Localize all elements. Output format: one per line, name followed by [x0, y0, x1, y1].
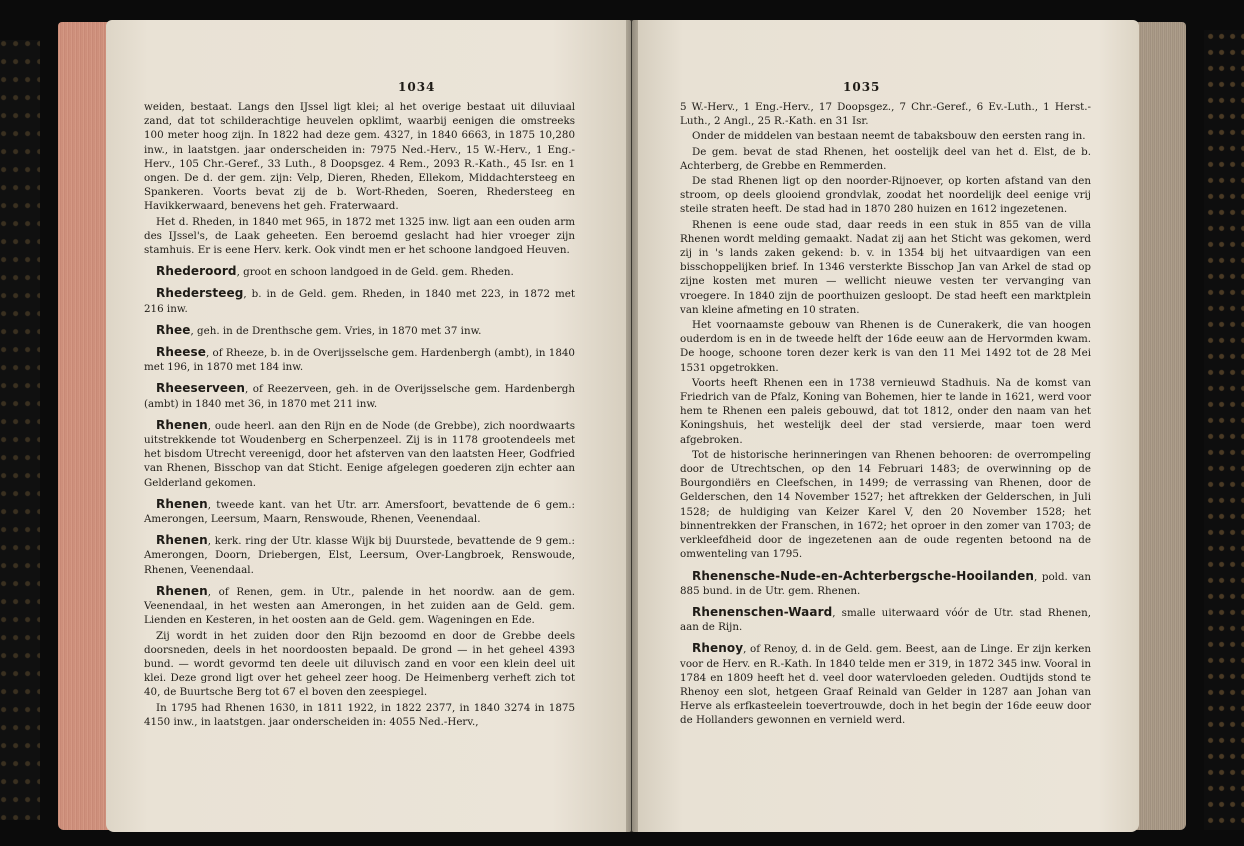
paragraph	[144, 215, 575, 258]
paragraph	[144, 100, 575, 214]
dictionary-entry	[144, 418, 575, 490]
paragraph-text: , of Rheeze, b. in de Overijsselsche gem. Hardenbergh (ambt), in 1840 met 196, in 1870 met 184 inw.	[144, 347, 575, 374]
dictionary-entry	[144, 323, 575, 338]
entry-headword: Rheeserveen	[156, 381, 246, 396]
entry-headword: Rhenoy	[692, 641, 744, 656]
paragraph	[144, 701, 575, 729]
paragraph-text: Voorts heeft Rhenen een in 1738 vernieuwd Stadhuis. Na de komst van Friedrich van de Pfalz, Koning van Bohemen, hier te lande in 1621, werd voor hem te Rhenen een paleis gebouwd, dat tot 1812, onder den naam van het Koningshuis, het westelijk deel der stad versierde, maar toen werd afgebroken.	[680, 376, 1091, 446]
paragraph-text: Het d. Rheden, in 1840 met 965, in 1872 met 1325 inw. ligt aan een ouden arm des IJssel's, de Laak geheeten. Een beroemd geslacht had hier vroeger zijn stamhuis. Er is eene Herv. kerk. Ook vindt men er het schoone landgoed Heuven.	[144, 215, 575, 257]
dictionary-entry	[680, 605, 1091, 634]
page-number-left: 1034	[398, 80, 436, 94]
paragraph-text: , smalle uiterwaard vóór de Utr. stad Rhenen, aan de Rijn.	[680, 606, 1091, 634]
paragraph-text: , geh. in de Drenthsche gem. Vries, in 1870 met 37 inw.	[190, 324, 482, 337]
paragraph-text: weiden, bestaat. Langs den IJssel ligt klei; al het overige bestaat uit diluviaal zand, dat tot schilderachtige heuvelen opklimt, waarbij eenigen die omstreeks 100 meter hoog zijn. In 1822 had deze gem. 4327, in 1840 6663, in 1875 10,280 inw., in laatstgen. jaar onderscheiden in: 7975 Ned.-Herv., 15 W.-Herv., 1 Eng.-Herv., 105 Chr.-Geref., 33 Luth., 8 Doopsgez. 4 Rem., 2093 R.-Kath., 45 Isr. en 1 ongen. De d. der gem. zijn: Velp, Dieren, Rheden, Ellekom, Middachtersteeg en Spankeren. Voorts bevat zij de b. Wort-Rheden, Soeren, Rhedersteeg en Havikkerwaard, benevens het geh. Fraterwaard.	[144, 101, 575, 213]
book-gutter	[626, 20, 638, 832]
paragraph-text: , kerk. ring der Utr. klasse Wijk bij Duurstede, bevattende de 9 gem.: Amerongen, Doorn, Driebergen, Elst, Leersum, Over-Langbroek, Renswoude, Rhenen, Veenendaal.	[144, 535, 575, 576]
paragraph-text: 5 W.-Herv., 1 Eng.-Herv., 17 Doopsgez., 7 Chr.-Geref., 6 Ev.-Luth., 1 Herst.-Luth., 2 Angl., 25 R.-Kath. en 31 Isr.	[680, 101, 1091, 128]
paragraph	[680, 376, 1091, 447]
entry-headword: Rhenenschen-Waard	[692, 604, 833, 619]
paragraph-text: , of Renen, gem. in Utr., palende in het noordw. aan de gem. Veenendaal, in het westen aan Amerongen, in het zuiden aan de Geld. gem. Lienden en Kesteren, in het oosten aan de Geld. gem. Wageningen en Ede.	[144, 585, 575, 627]
entry-headword: Rhenen	[156, 417, 208, 432]
paragraph-text: De gem. bevat de stad Rhenen, het oostelijk deel van het d. Elst, de b. Achterberg, de Grebbe en Remmerden.	[680, 145, 1091, 172]
entry-headword: Rhee	[156, 322, 191, 337]
right-text-column	[680, 100, 1091, 729]
paragraph-text: , b. in de Geld. gem. Rheden, in 1840 met 223, in 1872 met 216 inw.	[144, 288, 575, 315]
paragraph-text: , pold. van 885 bund. in de Utr. gem. Rhenen.	[680, 570, 1091, 597]
dictionary-entry	[144, 584, 575, 628]
paragraph-text: Zij wordt in het zuiden door den Rijn bezoomd en door de Grebbe deels doorsneden, deels in het noordoosten bepaald. De grond — in het geheel 4393 bund. — wordt gevormd ten deele uit diluvisch zand en voor een klein deel uit klei. Deze grond ligt over het geheel zeer hoog. De Heimenberg verheft zich tot 40, de Buurtsche Berg tot 67 el boven den zeespiegel.	[144, 629, 575, 699]
paragraph-text: , oude heerl. aan den Rijn en de Node (de Grebbe), zich noordwaarts uitstrekkende tot Woudenberg en Scherpenzeel. Zij is in 1178 grootendeels met het bisdom Utrecht vereenigd, door het afsterven van den laatsten Heer, Godfried van Rhenen, Bisschop van dat Sticht. Eenige afgelegen goederen zijn echter aan Gelderland gekomen.	[144, 419, 575, 489]
paragraph-text: De stad Rhenen ligt op den noorder-Rijnoever, op korten afstand van den stroom, op deels glooiend grondvlak, zoodat het noordelijk deel eenige vrij steile straten heeft. De stad had in 1870 280 huizen en 1612 ingezetenen.	[680, 175, 1091, 216]
dictionary-entry	[144, 264, 575, 279]
dictionary-entry	[144, 345, 575, 374]
paragraph-text: , tweede kant. van het Utr. arr. Amersfoort, bevattende de 6 gem.: Amerongen, Leersum, Maarn, Renswoude, Rhenen, Veenendaal.	[144, 498, 575, 526]
paragraph-text: , of Renoy, d. in de Geld. gem. Beest, aan de Linge. Er zijn kerken voor de Herv. en R.-Kath. In 1840 telde men er 319, in 1872 345 inw. Vooral in 1784 en 1809 heeft het d. veel door watervloeden geleden. Oudtijds stond te Rhenoy een slot, hetgeen Graaf Reinald van Gelder in 1287 aan Johan van Herve als erfkasteelein toevertrouwde, doch in het begin der 16de eeuw door de Hollanders gewonnen en vernield werd.	[680, 643, 1091, 727]
paragraph-text: Onder de middelen van bestaan neemt de tabaksbouw den eersten rang in.	[692, 130, 1086, 143]
dictionary-entry	[144, 497, 575, 526]
entry-headword: Rhenen	[156, 533, 208, 548]
entry-headword: Rheese	[156, 345, 206, 360]
paragraph-text: , groot en schoon landgoed in de Geld. gem. Rheden.	[236, 266, 514, 279]
page-number-right: 1035	[843, 80, 881, 94]
background-right	[1204, 30, 1244, 830]
entry-headword: Rhenen	[156, 583, 208, 598]
paragraph-text: In 1795 had Rhenen 1630, in 1811 1922, in 1822 2377, in 1840 3274 in 1875 4150 inw., in laatstgen. jaar onderscheiden in: 4055 Ned.-Herv.,	[144, 701, 575, 728]
paragraph-text: Het voornaamste gebouw van Rhenen is de Cunerakerk, die van hoogen ouderdom is en in de tweede helft der 16de eeuw aan de Hervormden kwam. De hooge, schoone toren dezer kerk is van den 11 Mei 1492 tot de 28 Mei 1531 opgetrokken.	[680, 319, 1091, 374]
dictionary-entry	[144, 381, 575, 410]
paragraph	[144, 629, 575, 700]
entry-headword: Rhenen	[156, 496, 208, 511]
dictionary-entry	[144, 533, 575, 577]
paragraph-text: Tot de historische herinneringen van Rhenen behooren: de overrompeling door de Utrechtschen, op den 14 Februari 1483; de overwinning op de Bourgondiërs en Cleefschen, in 1499; de verrassing van Rhenen, door de Gelderschen, den 14 November 1527; het aftrekken der Gelderschen, in Juli 1528; de huldiging van Keizer Karel V, den 20 November 1528; het binnentrekken der Franschen, in 1672; het oproer in den zomer van 1703; de verkleefdheid door de ingezetenen aan de oude regenten betoond na de omwenteling van 1795.	[680, 448, 1091, 561]
background-left	[0, 40, 40, 820]
paragraph	[680, 100, 1091, 128]
paragraph	[680, 129, 1091, 143]
paragraph	[680, 218, 1091, 317]
paragraph-text: Rhenen is eene oude stad, daar reeds in een stuk in 855 van de villa Rhenen wordt melding gemaakt. Nadat zij aan het Sticht was gekomen, werd zij in 's lands zaken gekend: b. v. in 1354 bij het uitvaardigen van een bisschoppelijken brief. In 1346 versterkte Bisschop Jan van Arkel de stad op zijne kosten met muren — wellicht nieuwe vesten ter vervanging van vroegere. In 1840 zijn de poorthuizen gesloopt. De stad heeft een marktplein van kleine afmeting en 10 straten.	[680, 218, 1091, 316]
entry-headword: Rhederoord	[156, 264, 237, 279]
paragraph	[680, 448, 1091, 562]
dictionary-entry	[144, 286, 575, 315]
entry-headword: Rhedersteeg	[156, 286, 244, 301]
paragraph	[680, 174, 1091, 217]
paragraph	[680, 318, 1091, 375]
entry-headword: Rhenensche-Nude-en-Achterbergsche-Hooilanden	[692, 568, 1034, 583]
dictionary-entry	[680, 569, 1091, 598]
left-text-column	[144, 100, 575, 730]
dictionary-entry	[680, 641, 1091, 727]
paragraph-text: , of Reezerveen, geh. in de Overijsselsche gem. Hardenbergh (ambt) in 1840 met 36, in 1870 met 211 inw.	[144, 383, 575, 410]
paragraph	[680, 145, 1091, 173]
